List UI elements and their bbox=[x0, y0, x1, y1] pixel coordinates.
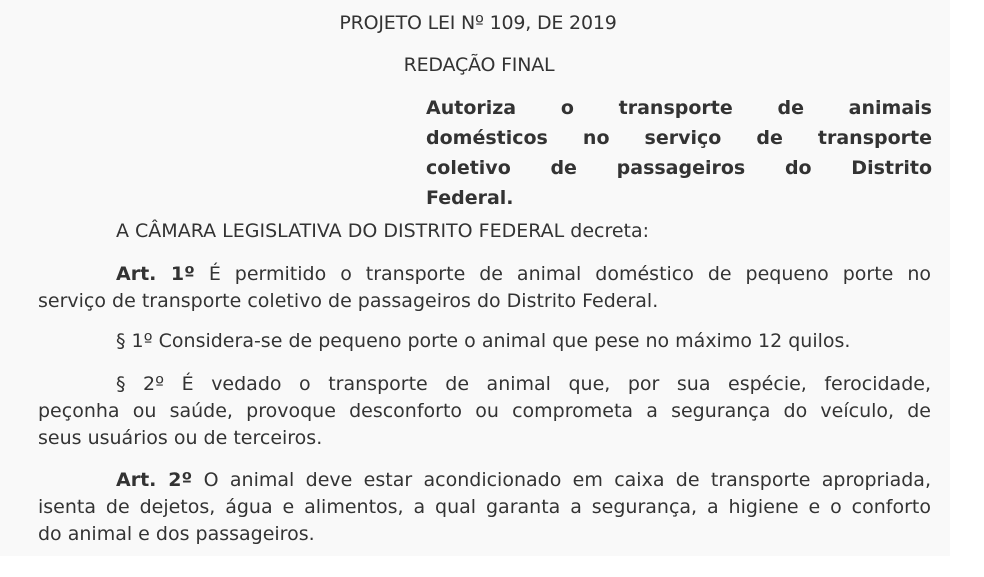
article-text: É permitido o transporte de animal doméstico de pequeno porte no bbox=[208, 263, 931, 285]
paragraph-line bbox=[38, 328, 931, 355]
summary-line: Autoriza o transporte de animais bbox=[426, 97, 932, 119]
article-1 bbox=[38, 261, 931, 315]
paragraph-line: seus usuários ou de terceiros. bbox=[38, 427, 323, 449]
paragraph-line: peçonha ou saúde, provoque desconforto ou comprometa a segurança do veículo, de bbox=[38, 400, 931, 422]
bill-subtitle: REDAÇÃO FINAL bbox=[403, 54, 555, 76]
bill-summary bbox=[426, 93, 932, 213]
article-1-paragraph-1 bbox=[38, 328, 931, 355]
bill-title: PROJETO LEI Nº 109, DE 2019 bbox=[339, 12, 617, 34]
article-line: serviço de transporte coletivo de passageiros do Distrito Federal. bbox=[38, 290, 659, 312]
article-line: isenta de dejetos, água e alimentos, a qual garanta a segurança, a higiene e o conforto bbox=[38, 496, 931, 518]
paragraph-line bbox=[38, 371, 931, 398]
summary-line: Federal. bbox=[426, 187, 514, 209]
article-label: Art. 1º bbox=[116, 263, 195, 285]
article-line bbox=[38, 467, 931, 494]
paragraph-label: § 2º bbox=[116, 373, 165, 395]
article-text: O animal deve estar acondicionado em caixa de transporte apropriada, bbox=[203, 469, 931, 491]
article-label: Art. 2º bbox=[116, 469, 193, 491]
paragraph-text: Considera-se de pequeno porte o animal que pese no máximo 12 quilos. bbox=[158, 330, 851, 352]
preamble-text: A CÂMARA LEGISLATIVA DO DISTRITO FEDERAL decreta: bbox=[116, 220, 650, 242]
article-1-paragraph-2 bbox=[38, 371, 931, 452]
preamble bbox=[38, 218, 931, 245]
article-line bbox=[38, 261, 931, 288]
summary-line: domésticos no serviço de transporte bbox=[426, 127, 932, 149]
article-2 bbox=[38, 467, 931, 548]
summary-line: coletivo de passageiros do Distrito bbox=[426, 157, 932, 179]
paragraph-text: É vedado o transporte de animal que, por sua espécie, ferocidade, bbox=[181, 373, 931, 395]
paragraph-label: § 1º bbox=[116, 330, 153, 352]
article-line: do animal e dos passageiros. bbox=[38, 523, 315, 545]
